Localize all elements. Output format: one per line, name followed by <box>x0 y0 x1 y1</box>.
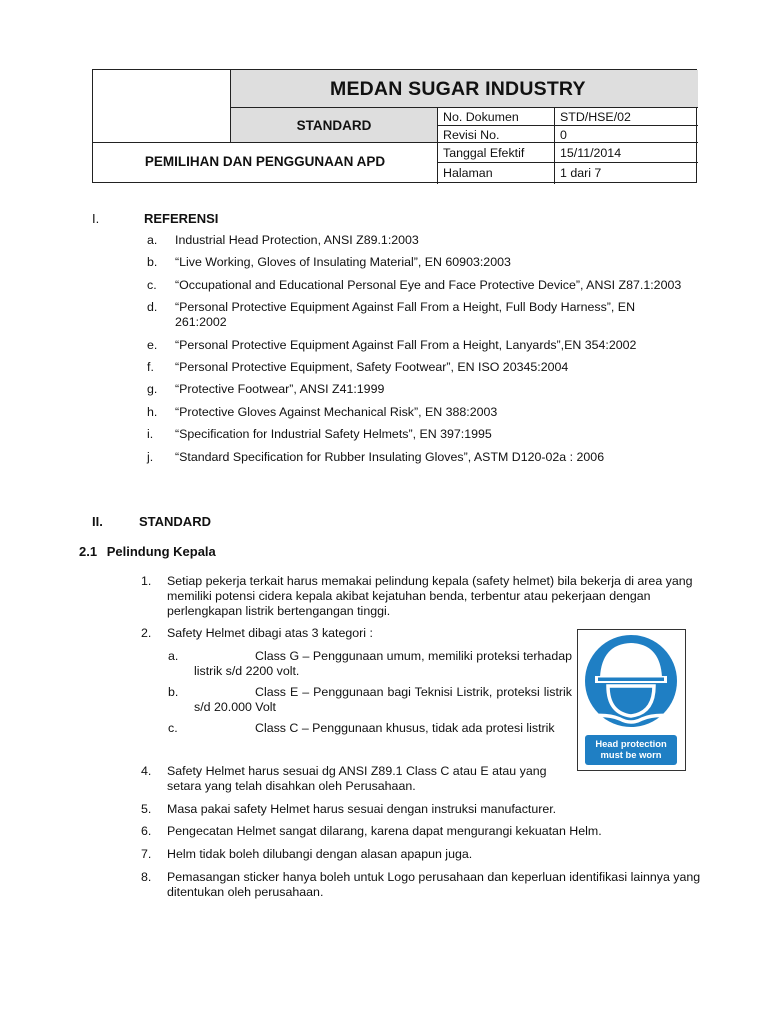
meta-label-revision: Revisi No. <box>438 126 555 143</box>
section-title: REFERENSI <box>144 211 219 226</box>
list-item: b. Class E – Penggunaan bagi Teknisi Listrik, proteksi listrik s/d 20.000 Volt <box>168 685 572 714</box>
meta-label-effective-date: Tanggal Efektif <box>438 143 555 163</box>
list-item: b. “Live Working, Gloves of Insulating Material”, EN 60903:2003 <box>147 255 511 270</box>
list-item: 2. Safety Helmet dibagi atas 3 kategori : <box>141 626 373 641</box>
section-number: I. <box>92 211 100 226</box>
subsection-heading: 2.1 Pelindung Kepala <box>79 544 216 559</box>
list-item: 7. Helm tidak boleh dilubangi dengan alasan apapun juga. <box>141 846 473 861</box>
list-item: c. Class C – Penggunaan khusus, tidak ada protesi listrik <box>168 721 555 735</box>
section-title: STANDARD <box>139 514 211 529</box>
list-item: 1. Setiap pekerja terkait harus memakai pelindung kepala (safety helmet) bila bekerja di area yang memiliki potensi cidera kepala akibat kejatuhan benda, terbentur atau pekerjaan dengan perlengkapan listrik bertengangan tinggi. <box>141 574 693 618</box>
list-item: a. Class G – Penggunaan umum, memiliki proteksi terhadap listrik s/d 2200 volt. <box>168 649 572 678</box>
meta-value-revision: 0 <box>555 126 698 143</box>
list-item: j. “Standard Specification for Rubber Insulating Gloves”, ASTM D120-02a : 2006 <box>147 449 605 464</box>
document-header-table <box>92 69 697 183</box>
requirement-list-bottom <box>141 802 706 869</box>
meta-value-doc-number: STD/HSE/02 <box>555 108 698 126</box>
list-item: a. Industrial Head Protection, ANSI Z89.1:2003 <box>147 233 419 247</box>
list-item: d. “Personal Protective Equipment Against Fall From a Height, Full Body Harness”, EN 261:2002 <box>147 300 636 330</box>
list-item: f. “Personal Protective Equipment, Safety Footwear”, EN ISO 20345:2004 <box>147 359 569 374</box>
list-item: e. “Personal Protective Equipment Against Fall From a Height, Lanyards”,EN 354:2002 <box>147 337 637 352</box>
helmet-class-list <box>168 649 572 742</box>
list-item: i. “Specification for Industrial Safety Helmets”, EN 397:1995 <box>147 427 492 442</box>
document-title: PEMILIHAN DAN PENGGUNAAN APD <box>93 143 438 184</box>
helmet-icon <box>578 630 684 769</box>
reference-list <box>147 233 707 472</box>
list-item: 8. Pemasangan sticker hanya boleh untuk Logo perusahaan dan keperluan identifikasi lainnya yang ditentukan oleh perusahaan. <box>141 870 701 899</box>
list-item: c. “Occupational and Educational Personal Eye and Face Protective Device”, ANSI Z87.1:2003 <box>147 277 682 292</box>
list-item: h. “Protective Gloves Against Mechanical Risk”, EN 388:2003 <box>147 404 498 419</box>
sign-text-line2: must be worn <box>600 749 662 760</box>
requirement-list-last <box>141 870 706 907</box>
list-item: 6. Pengecatan Helmet sangat dilarang, karena dapat mengurangi kekuatan Helm. <box>141 824 602 839</box>
logo-cell <box>93 70 231 143</box>
list-item: 4. Safety Helmet harus sesuai dg ANSI Z89.1 Class C atau E atau yang setara yang telah disahkan oleh Perusahaan. <box>141 764 547 793</box>
section-number: II. <box>92 514 103 529</box>
requirement-list-mid <box>141 764 568 801</box>
sign-text-line1: Head protection <box>595 738 667 749</box>
meta-label-page: Halaman <box>438 163 555 184</box>
meta-value-page: 1 dari 7 <box>560 166 602 180</box>
meta-label-doc-number: No. Dokumen <box>438 108 555 126</box>
meta-value-effective-date: 15/11/2014 <box>555 143 698 163</box>
company-name: MEDAN SUGAR INDUSTRY <box>231 70 698 108</box>
head-protection-sign <box>577 629 686 771</box>
list-item: 5. Masa pakai safety Helmet harus sesuai dengan instruksi manufacturer. <box>141 802 557 816</box>
list-item: g. “Protective Footwear”, ANSI Z41:1999 <box>147 382 385 397</box>
document-type: STANDARD <box>231 108 438 143</box>
